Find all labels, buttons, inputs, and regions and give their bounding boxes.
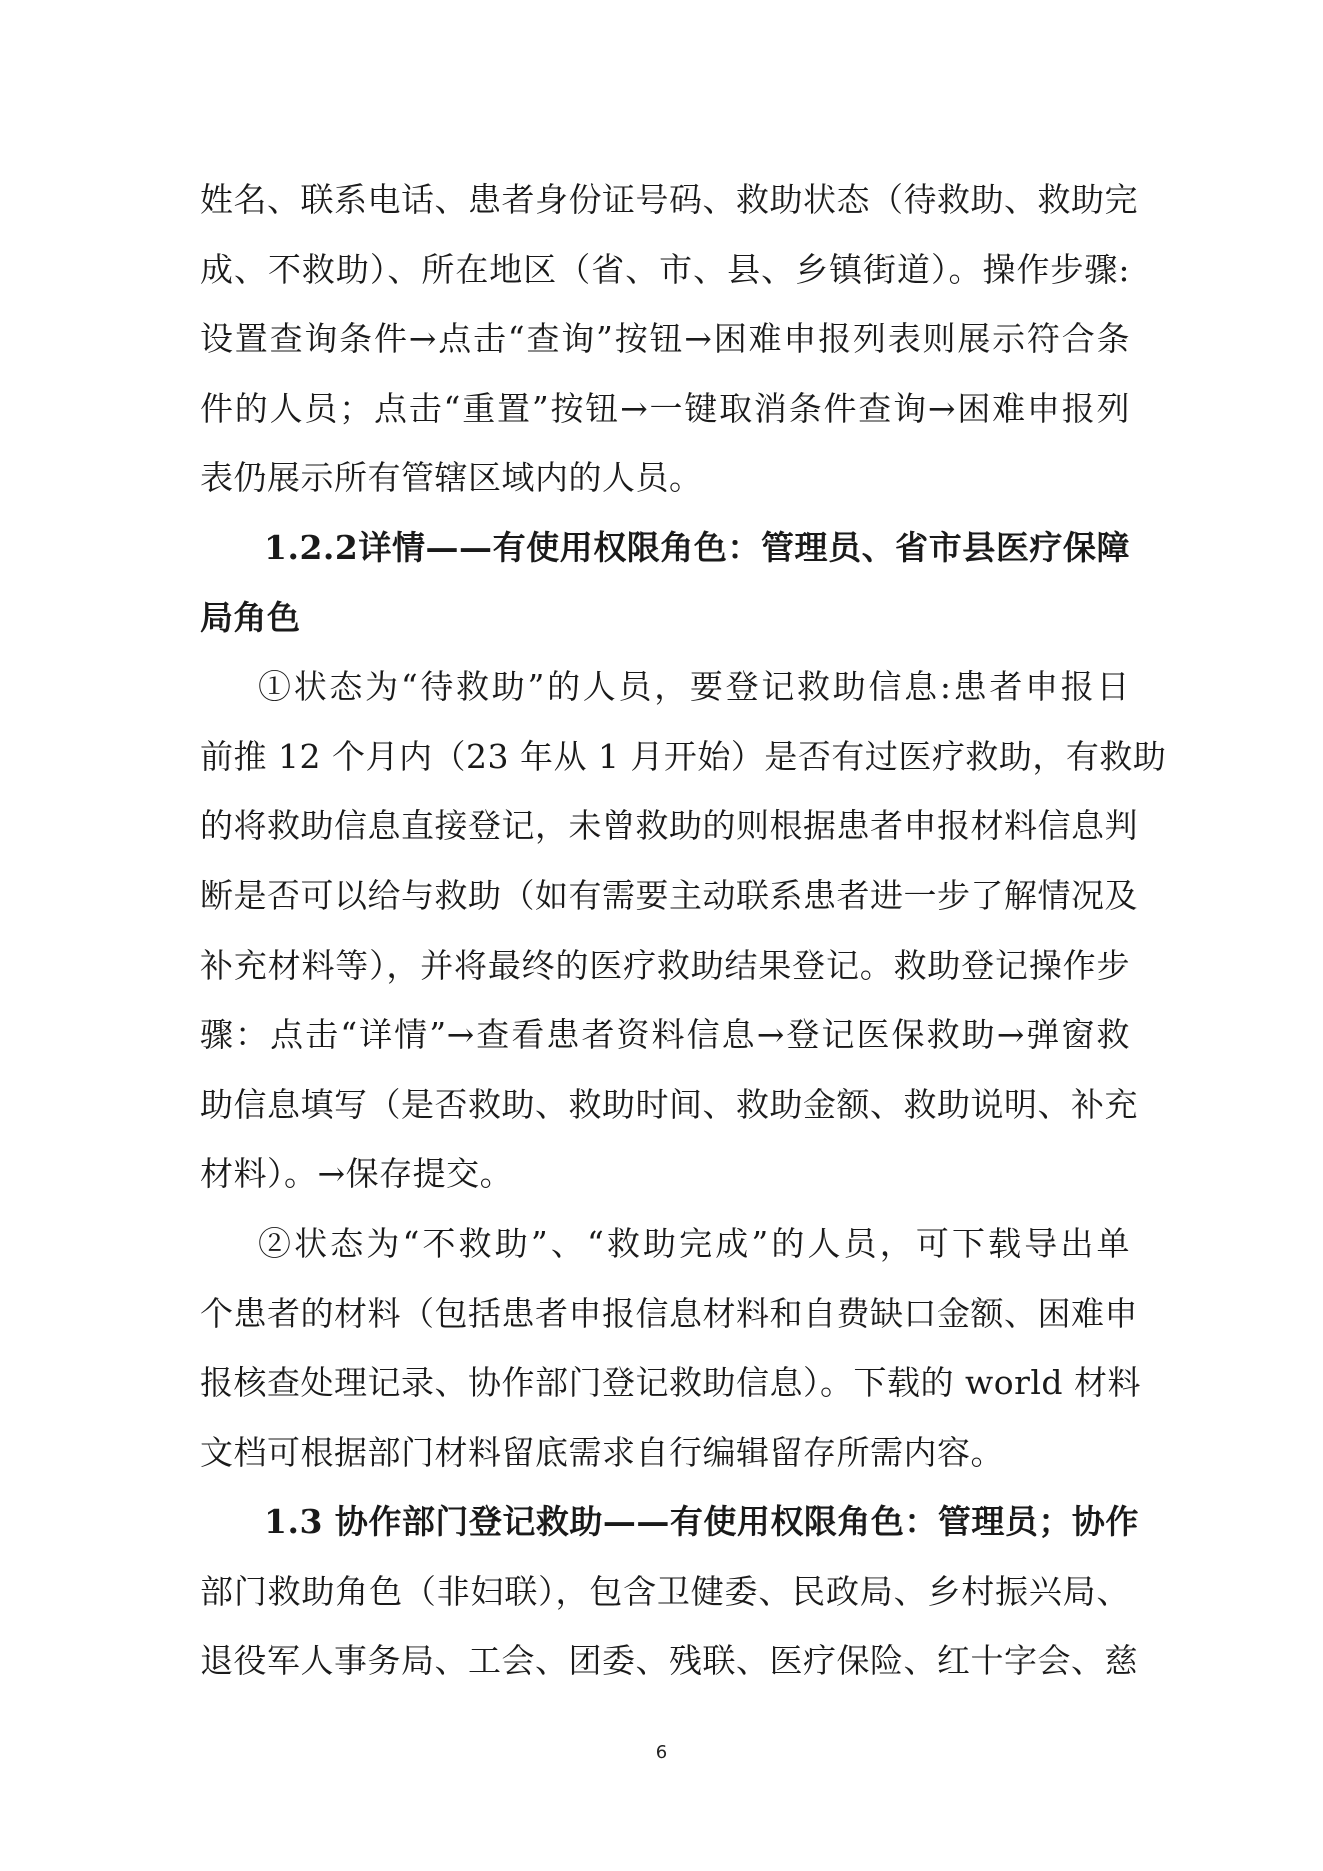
text-line: 骤：点击“详情”→查看患者资料信息→登记医保救助→弹窗救 [200,1015,1130,1055]
text-line: 退役军人事务局、工会、团委、残联、医疗保险、红十字会、慈 [200,1641,1138,1681]
text-line: 表仍展示所有管辖区域内的人员。 [200,458,703,498]
text-line: 断是否可以给与救助（如有需要主动联系患者进一步了解情况及 [200,875,1138,915]
text-line: 文档可根据部门材料留底需求自行编辑留存所需内容。 [200,1432,1004,1472]
text-line: 部门救助角色（非妇联），包含卫健委、民政局、乡村振兴局、 [200,1571,1130,1611]
text-line: 件的人员；点击“重置”按钮→一键取消条件查询→困难申报列 [200,388,1130,428]
page-number: 6 [655,1742,668,1763]
section-heading-1-2-2-cont: 局角色 [200,597,301,637]
text-line: 前推 12 个月内（23 年从 1 月开始）是否有过医疗救助，有救助 [200,736,1167,776]
text-line: 材料）。→保存提交。 [200,1154,514,1194]
section-heading-1-2-2: 1.2.2详情——有使用权限角色：管理员、省市县医疗保障 [264,527,1130,567]
text-line: 的将救助信息直接登记，未曾救助的则根据患者申报材料信息判 [200,806,1138,846]
text-line: 补充材料等），并将最终的医疗救助结果登记。救助登记操作步 [200,945,1130,985]
text-line: 姓名、联系电话、患者身份证号码、救助状态（待救助、救助完 [200,180,1138,219]
document-body [200,165,1167,1696]
text-line: ②状态为“不救助”、“救助完成”的人员，可下载导出单 [258,1223,1130,1263]
text-line: 助信息填写（是否救助、救助时间、救助金额、救助说明、补充 [200,1084,1138,1124]
text-line: ①状态为“待救助”的人员，要登记救助信息:患者申报日 [258,667,1130,707]
text-line: 成、不救助）、所在地区（省、市、县、乡镇街道）。操作步骤: [200,249,1130,289]
text-line: 个患者的材料（包括患者申报信息材料和自费缺口金额、困难申 [200,1293,1138,1333]
section-heading-1-3: 1.3 协作部门登记救助——有使用权限角色：管理员；协作 [264,1502,1139,1542]
text-line: 报核查处理记录、协作部门登记救助信息）。下载的 world 材料 [200,1363,1142,1403]
text-line: 设置查询条件→点击“查询”按钮→困难申报列表则展示符合条 [200,319,1130,359]
